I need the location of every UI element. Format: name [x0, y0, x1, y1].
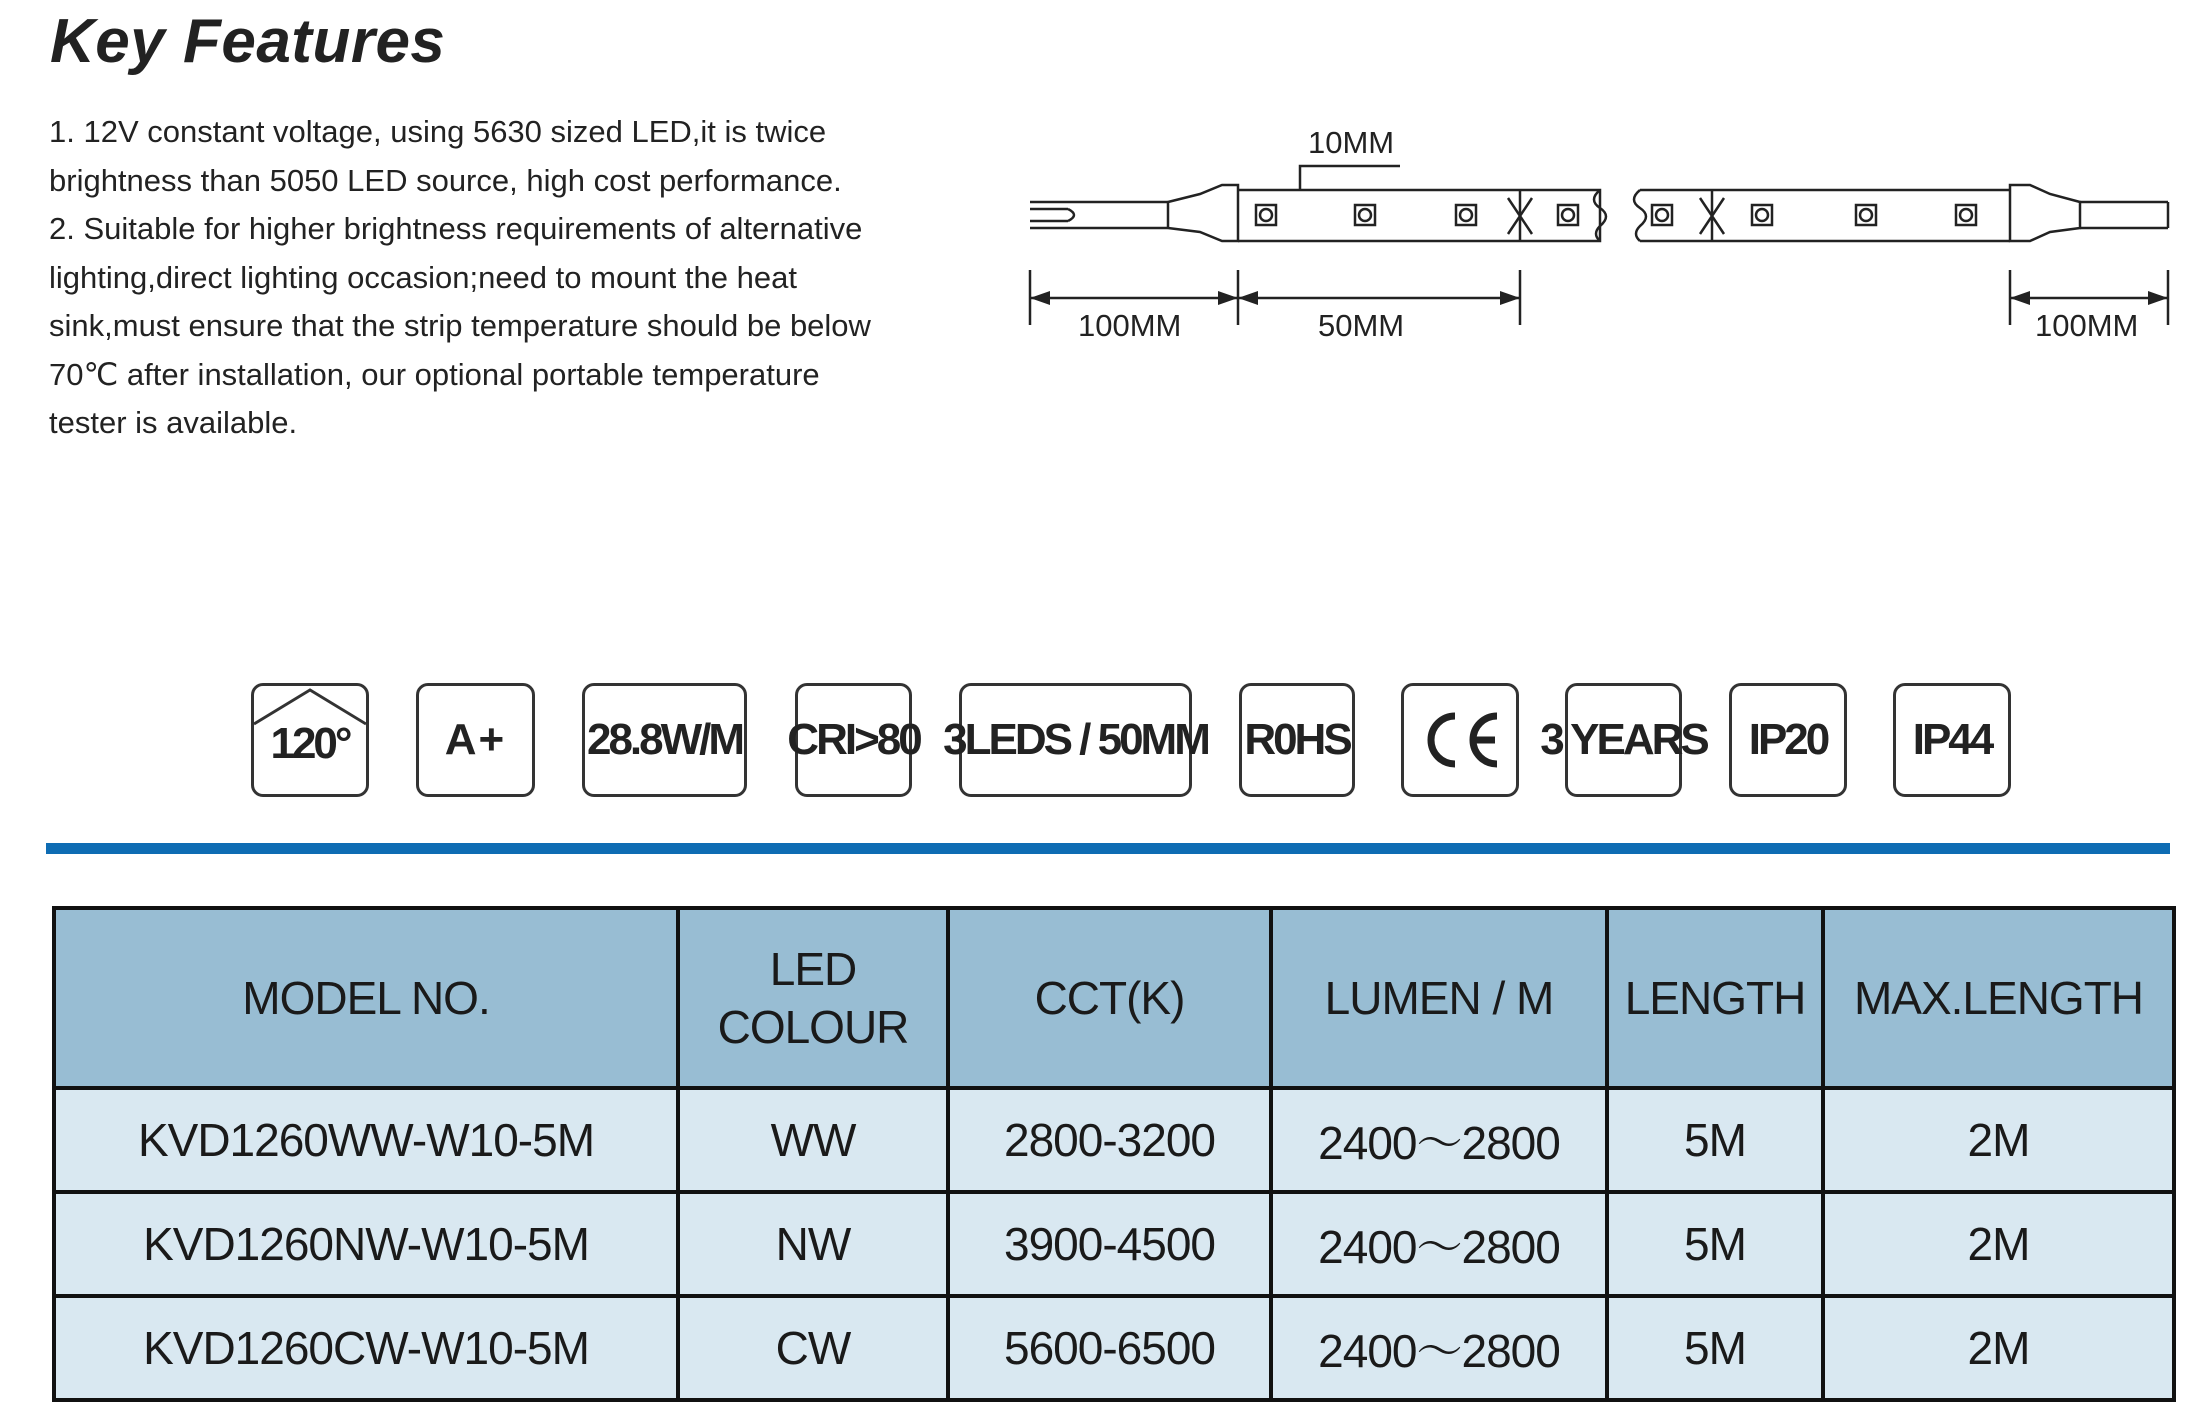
table-row	[54, 1088, 2174, 1192]
cell-colour: CW	[678, 1296, 948, 1400]
cell-max-length: 2M	[1823, 1192, 2174, 1296]
table-header-row	[54, 908, 2174, 1088]
col-header-length: LENGTH	[1607, 908, 1823, 1088]
badge-label: 3LEDS / 50MM	[943, 715, 1208, 764]
col-header-model: MODEL NO.	[54, 908, 678, 1088]
badge-label: A+	[444, 715, 507, 764]
cell-lumen: 2400～2800	[1271, 1088, 1607, 1192]
ce-mark-icon	[1417, 710, 1503, 770]
spec-table	[52, 906, 2176, 1402]
badge-cri	[787, 683, 920, 797]
badge-energy-class	[416, 683, 535, 797]
section-divider	[46, 843, 2170, 854]
cell-max-length: 2M	[1823, 1296, 2174, 1400]
cell-lumen: 2400～2800	[1271, 1192, 1607, 1296]
header-text: LED COLOUR	[717, 943, 909, 1053]
table-row	[54, 1296, 2174, 1400]
cell-max-length: 2M	[1823, 1088, 2174, 1192]
feature-list	[49, 108, 899, 448]
cell-colour: WW	[678, 1088, 948, 1192]
cell-length: 5M	[1607, 1296, 1823, 1400]
cell-lumen: 2400～2800	[1271, 1296, 1607, 1400]
badge-label: 28.8W/M	[586, 715, 743, 764]
table-row	[54, 1192, 2174, 1296]
cell-length: 5M	[1607, 1192, 1823, 1296]
cell-cct: 5600-6500	[948, 1296, 1271, 1400]
badge-led-density	[943, 683, 1208, 797]
badge-label: 120°	[270, 719, 350, 768]
col-header-led-colour	[678, 908, 948, 1088]
feature-item-2: 2. Suitable for higher brightness requirements of alternative lighting,direct lighting occasion;need to mount the heat sink,must ensure that the strip temperature should be below 70℃ after installation, our optional portable temperature tester is available.	[49, 211, 871, 440]
cell-colour: NW	[678, 1192, 948, 1296]
col-header-lumen: LUMEN / M	[1271, 908, 1607, 1088]
badge-label: CRI>80	[787, 715, 920, 764]
badge-label: IP44	[1912, 715, 1992, 764]
badge-label: IP20	[1748, 715, 1828, 764]
badge-ce	[1401, 683, 1519, 797]
lead-right-label: 100MM	[2035, 308, 2139, 343]
pitch-label: 10MM	[1308, 125, 1395, 160]
cell-cct: 3900-4500	[948, 1192, 1271, 1296]
segment-label: 50MM	[1318, 308, 1405, 343]
badge-power	[582, 683, 747, 797]
badge-beam-angle	[251, 683, 369, 797]
badge-label: 3 YEARS	[1540, 715, 1707, 764]
col-header-cct: CCT(K)	[948, 908, 1271, 1088]
cell-model: KVD1260WW-W10-5M	[54, 1088, 678, 1192]
badge-ip20	[1729, 683, 1847, 797]
cell-cct: 2800-3200	[948, 1088, 1271, 1192]
page-title: Key Features	[50, 7, 446, 76]
feature-item-1: 1. 12V constant voltage, using 5630 sized LED,it is twice brightness than 5050 LED source, high cost performance.	[49, 114, 842, 198]
badge-label: R0HS	[1244, 715, 1350, 764]
led-chips	[1256, 205, 1976, 225]
col-header-max-length: MAX.LENGTH	[1823, 908, 2174, 1088]
cell-model: KVD1260CW-W10-5M	[54, 1296, 678, 1400]
cell-length: 5M	[1607, 1088, 1823, 1192]
badge-rohs	[1239, 683, 1355, 797]
badge-warranty	[1540, 683, 1707, 797]
lead-left-label: 100MM	[1078, 308, 1182, 343]
badge-ip44	[1893, 683, 2011, 797]
cell-model: KVD1260NW-W10-5M	[54, 1192, 678, 1296]
